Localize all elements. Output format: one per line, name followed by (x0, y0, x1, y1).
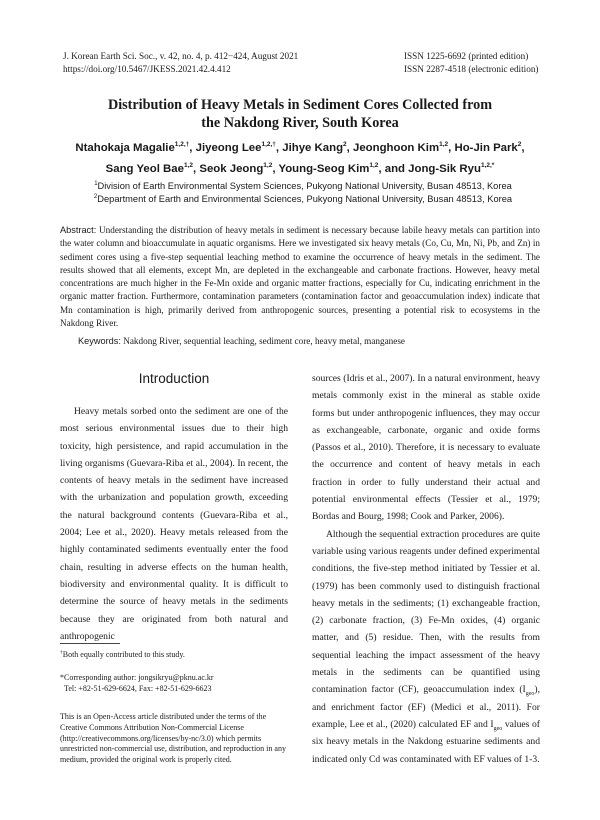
section-heading-introduction: Introduction (138, 371, 210, 386)
intro-paragraph-2-part-3: values of six heavy metals in the Nakdong estuarine sediments and indicated only Cd was contaminated with EF values of 1-3. (312, 718, 540, 765)
paper-title-line-1: Distribution of Heavy Metals in Sediment Cores Collected from (107, 97, 493, 113)
keywords (78, 335, 538, 348)
author-line-2 (40, 159, 560, 180)
author-separator: , (521, 142, 525, 154)
affiliation-mark: 1 (94, 180, 98, 187)
author-name: Sang Yeol Bae (105, 163, 184, 175)
author-name: Seok Jeong (199, 163, 264, 175)
author-affiliation-mark: 1,2 (263, 162, 273, 170)
affiliation-text: Department of Earth and Environmental Sciences, Pukyong National University, Busan 48513, Korea (97, 194, 513, 204)
intro-paragraph-2-part-2: ), and enrichment factor (EF) (Medici et al., 2011). For example, Lee et al., (2020) calculated EF and I (312, 684, 540, 730)
journal-citation: J. Korean Earth Sci. Soc., v. 42, no. 4, p. 412−424, August 2021 (63, 51, 299, 61)
igeo-subscript: geo (525, 691, 535, 698)
corresponding-author-phone: Tel: +82-51-629-6624, Fax: +82-51-629-6623 (64, 683, 212, 693)
paper-title-line-2: the Nakdong River, South Korea (201, 115, 399, 131)
keywords-text: Nakdong River, sequential leaching, sediment core, heavy metal, manganese (123, 336, 405, 346)
abstract (60, 224, 540, 330)
footnote-mark: † (60, 649, 63, 656)
author-list (40, 138, 560, 180)
author-name: Ntahokaja Magalie (75, 142, 175, 154)
affiliation-mark: 2 (93, 193, 98, 200)
intro-paragraph-1-continued: sources (Idris et al., 2007). In a natural environment, heavy metals commonly exist in the mineral as stable oxide forms but under anthropogenic influences, they may occur as exchangeable, carbonate, organic and oxide forms (Passos et al., 2010). Therefore, it is necessary to evaluate the occurrence and content of heavy metals in each fraction in order to fully understand their actual and potential environmental effects (Tessier et al., 1979; Bordas and Bourg, 1998; Cook and Parker, 2006). (312, 373, 540, 523)
intro-paragraph-2 (312, 526, 540, 768)
author-affiliation-mark: 1,2 (369, 162, 379, 170)
author-name: Young-Seog Kim (278, 163, 370, 175)
abstract-label: Abstract: (60, 225, 97, 235)
footnote-license: This is an Open-Access article distributed under the terms of the Creative Commons Attribution Non-Commercial License (http://creativecommons.org/licenses/by-nc/3.0) which permits unrestricted non-commercial use, distribution, and reproduction in any medium, provided the original work is properly cited. (60, 712, 286, 765)
footnote-divider (60, 643, 120, 644)
author-affiliation-mark: 1,2,* (480, 162, 495, 170)
igeo-subscript: geo (493, 725, 503, 732)
author-affiliation-mark: 2 (343, 141, 347, 149)
intro-paragraph-2-part-1: Although the sequential extraction procedures are quite variable using various reagents under defined experimental conditions, the five-step method initiated by Tessier et al.(1979) has been commonly used to distinguish fractional heavy metals in the sediments; (1) exchangeable fraction, (2) carbonate fraction, (3) Fe-Mn oxides, (4) organic matter, and (5) residue. Then, with the results from sequential leaching the impact assessment of the heavy metals in the sediments can be quantified using contamination factor (CF), geoaccumulation index (I (312, 528, 540, 696)
abstract-text: Understanding the distribution of heavy metals in sediment is necessary because labile heavy metals can partition into the water column and bioaccumulate in aquatic organisms. Here we investigated six heavy metals (Co, Cu, Mn, Ni, Pb, and Zn) in sediment cores using a five-step sequential leaching method to examine the occurrence of heavy metals in the sediment. The results showed that all elements, except Mn, are depleted in the exchangeable and carbonate fractions. However, heavy metal concentrations are much higher in the Fe-Mn oxide and organic matter fractions, especially for Cu, indicating enrichment in the organic matter fraction. Furthermore, contamination parameters (contamination factor and geoaccumulation index) indicate that Mn contamination is high, primarily derived from anthropogenic sources, presenting a potential risk to ecosystems in the Nakdong River. (60, 225, 540, 329)
author-name: Ho-Jin Park (454, 142, 518, 154)
paper-title (40, 96, 560, 132)
author-separator: , and (378, 163, 409, 175)
author-separator: , (272, 163, 279, 175)
author-affiliation-mark: 1,2,† (261, 141, 276, 149)
footnote-equal-contribution (60, 650, 292, 661)
affiliation-text: Division of Earth Environmental System Sciences, Pukyong National University, Busan 48513, Korea (97, 181, 512, 191)
author-affiliation-mark: 2 (517, 141, 522, 149)
issn-block (404, 50, 538, 76)
author-name: Jihye Kang (282, 142, 344, 154)
author-separator: , (448, 142, 455, 154)
doi-link[interactable]: https://doi.org/10.5467/JKESS.2021.42.4.412 (63, 64, 231, 74)
author-affiliation-mark: 1,2,† (174, 141, 190, 149)
right-column (312, 370, 540, 768)
left-column (60, 403, 288, 645)
issn-print: ISSN 1225-6692 (printed edition) (404, 51, 529, 61)
author-separator: , (346, 142, 354, 154)
author-line-1 (40, 138, 560, 159)
keywords-label: Keywords: (78, 336, 121, 346)
author-separator: , (193, 163, 200, 175)
affiliation-2 (63, 193, 543, 205)
author-separator: , (275, 142, 283, 154)
author-separator: , (189, 142, 196, 154)
issn-electronic: ISSN 2287-4518 (electronic edition) (404, 64, 539, 74)
affiliation-1 (63, 180, 543, 192)
footnote-equal-text: Both equally contributed to this study. (62, 650, 185, 659)
intro-paragraph-1: Heavy metals sorbed onto the sediment are one of the most serious environmental issues due to their high toxicity, high persistence, and rapid accumulation in the living organisms (Guevara-Riba et al., 2004). In recent, the contents of heavy metals in the sediment have increased with the urbanization and population growth, exceeding the natural background contents (Guevara-Riba et al., 2004; Lee et al., 2020). Heavy metals released from the highly contaminated sediments eventually enter the food chain, resulting in adverse effects on the human health, biodiversity and environmental quality. It is difficult to determine the source of heavy metals in the sediments because they are originated from both natural and anthropogenic (60, 406, 288, 642)
footnote-corresponding (60, 673, 292, 695)
corresponding-author-email: *Corresponding author: jongsikryu@pknu.ac.kr (60, 673, 214, 682)
author-affiliation-mark: 1,2 (439, 141, 449, 149)
author-affiliation-mark: 1,2 (183, 162, 193, 170)
journal-header (63, 50, 298, 76)
author-name: Jong-Sik Ryu (408, 163, 481, 175)
author-name: Jiyeong Lee (195, 142, 262, 154)
author-name: Jeonghoon Kim (353, 142, 440, 154)
